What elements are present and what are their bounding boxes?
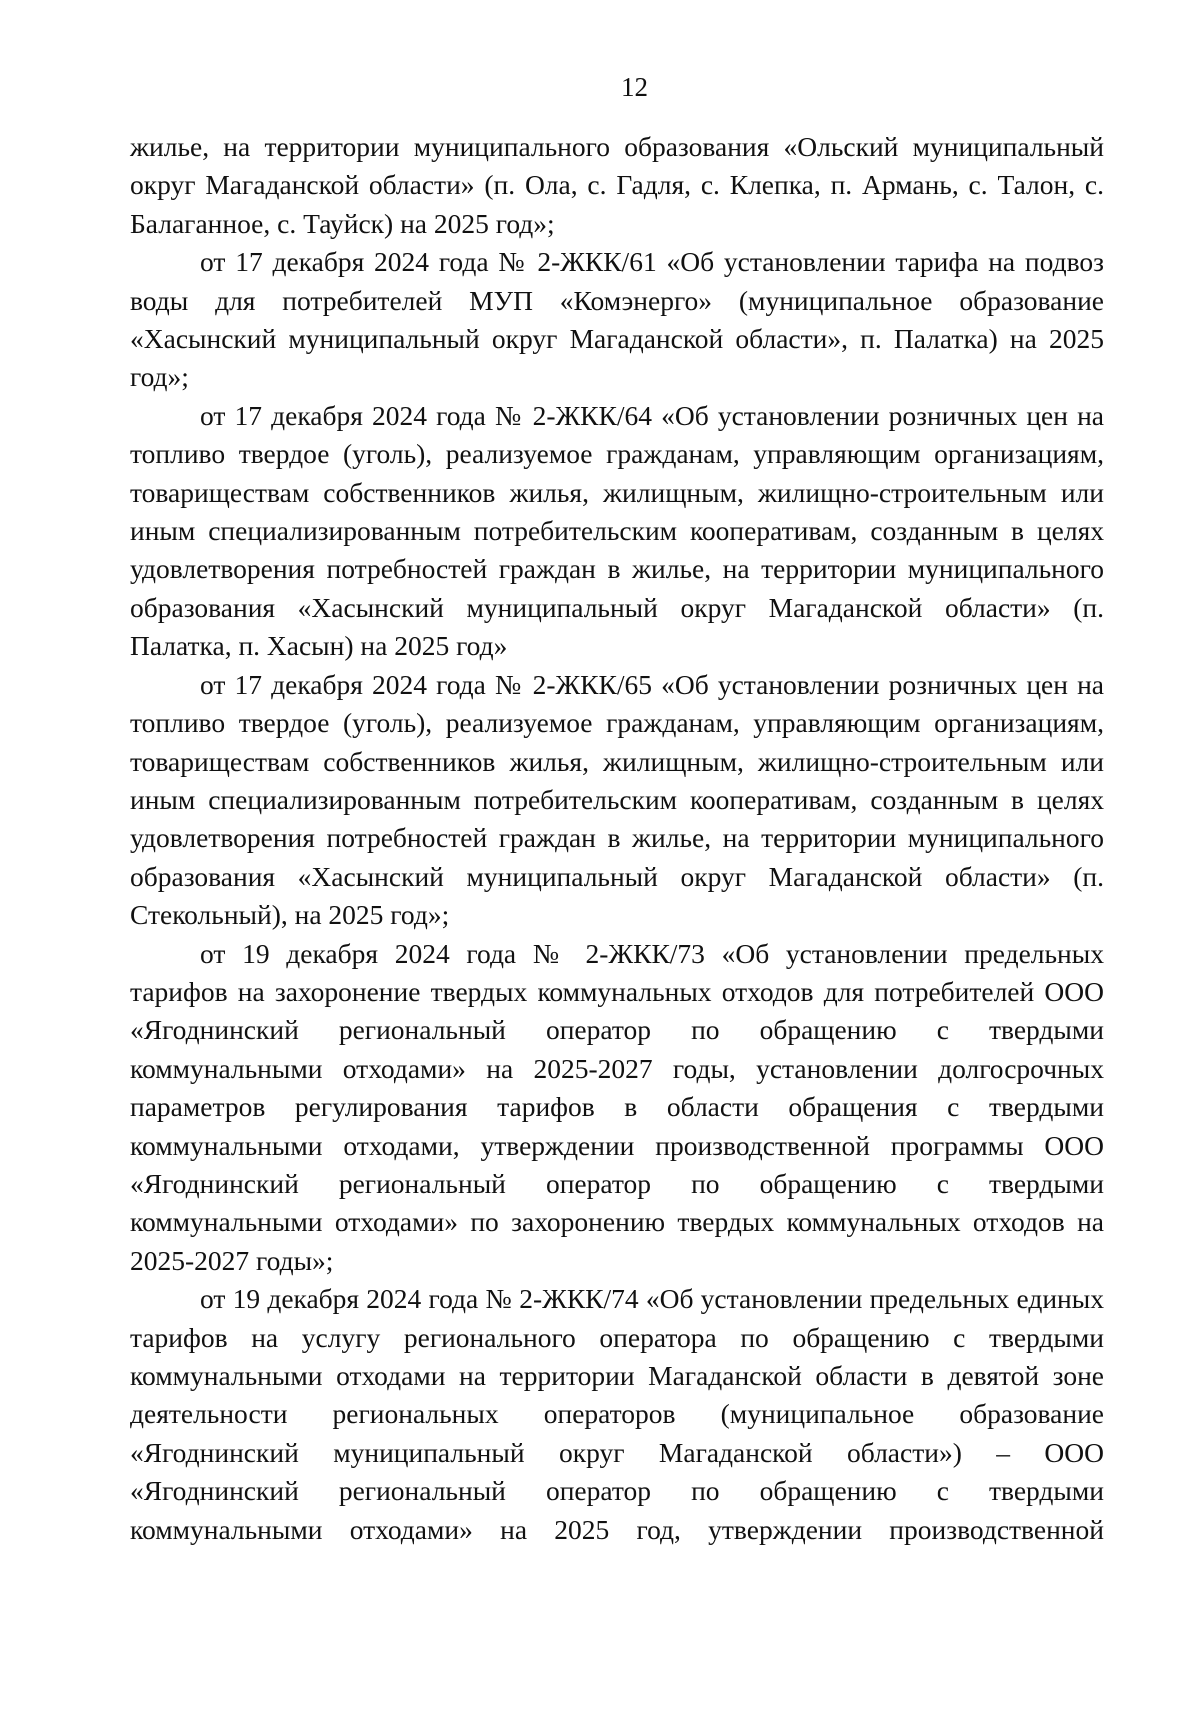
page-number: 12 (621, 72, 648, 102)
paragraph-3: от 17 декабря 2024 года № 2-ЖКК/64 «Об установлении розничных цен на топливо твердое (уголь), реализуемое гражданам, управляющим организациям, товариществам собственников жилья, жилищным, жилищно-строительным или иным специализированным потребительским кооперативам, созданным в целях удовлетворения потребностей граждан в жилье, на территории муниципального образования «Хасынский муниципальный округ Магаданской области» (п. Палатка, п. Хасын) на 2025 год» (130, 399, 1104, 662)
paragraph-1: жилье, на территории муниципального образования «Ольский муниципальный округ Магаданской области» (п. Ола, с. Гадля, с. Клепка, п. Армань, с. Талон, с. Балаганное, с. Тауйск) на 2025 год»; (130, 131, 1104, 239)
paragraph-6: от 19 декабря 2024 года № 2-ЖКК/74 «Об установлении предельных единых тарифов на услугу регионального оператора по обращению с твердыми коммунальными отходами на территории Магаданской области в девятой зоне деятельности региональных операторов (муниципальное образование «Ягоднинский муниципальный округ Магаданской области») – ООО «Ягоднинский региональный оператор по обращению с твердыми коммунальными отходами» на 2025 год, утверждении производственной (130, 1283, 1104, 1545)
paragraph-5: от 19 декабря 2024 года № 2-ЖКК/73 «Об установлении предельных тарифов на захоронение твердых коммунальных отходов для потребителей ООО «Ягоднинский региональный оператор по обращению с твердыми коммунальными отходами» на 2025-2027 годы, установлении долгосрочных параметров регулирования тарифов в области обращения с твердыми коммунальными отходами, утверждении производственной программы ООО «Ягоднинский региональный оператор по обращению с твердыми коммунальными отходами» по захоронению твердых коммунальных отходов на 2025-2027 годы»; (130, 937, 1104, 1276)
paragraph-4: от 17 декабря 2024 года № 2-ЖКК/65 «Об установлении розничных цен на топливо твердое (уголь), реализуемое гражданам, управляющим организациям, товариществам собственников жилья, жилищным, жилищно-строительным или иным специализированным потребительским кооперативам, созданным в целях удовлетворения потребностей граждан в жилье, на территории муниципального образования «Хасынский муниципальный округ Магаданской области» (п. Стекольный), на 2025 год»; (130, 668, 1104, 931)
document-body (130, 128, 1104, 1549)
paragraph-2: от 17 декабря 2024 года № 2-ЖКК/61 «Об установлении тарифа на подвоз воды для потребителей МУП «Комэнерго» (муниципальное образование «Хасынский муниципальный округ Магаданской области», п. Палатка) на 2025 год»; (130, 246, 1104, 393)
